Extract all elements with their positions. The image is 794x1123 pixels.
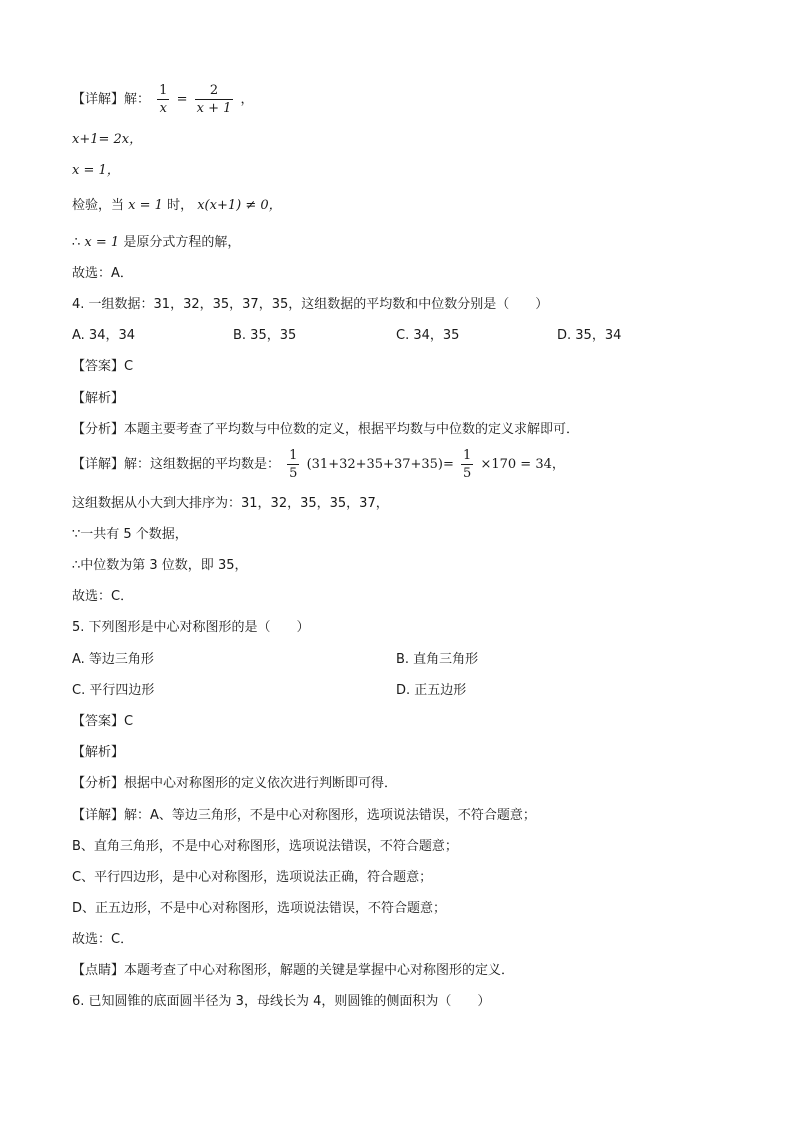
q5-option-d: D. 正五边形 (396, 683, 467, 698)
q3-eq3: x = 1， (72, 163, 120, 178)
q5-stem: 5. 下列图形是中心对称图形的是（ ） (72, 620, 310, 635)
q5-detail-b: B、直角三角形，不是中心对称图形，选项说法错误，不符合题意； (72, 839, 458, 854)
q4-analysis-label: 【解析】 (72, 391, 125, 406)
q5-option-b: B. 直角三角形 (396, 652, 479, 667)
q4-option-c: C. 34，35 (396, 328, 460, 343)
q4-option-d: D. 35，34 (557, 328, 622, 343)
q3-eq2: x+1= 2x， (72, 132, 143, 147)
q5-option-a: A. 等边三角形 (72, 652, 154, 667)
fraction-one-fifth-a: $\frac{1}{5}$ (289, 448, 298, 481)
q4-option-b: B. 35，35 (233, 328, 297, 343)
q5-detail-c: C、平行四边形，是中心对称图形，选项说法正确，符合题意； (72, 870, 433, 885)
q5-option-c: C. 平行四边形 (72, 683, 155, 698)
q6-stem: 6. 已知圆锥的底面圆半径为 3，母线长为 4，则圆锥的侧面积为（ ） (72, 994, 491, 1009)
q3-conclusion-line: ∴ x = 1 是原分式方程的解， (72, 235, 241, 250)
detail-label: 【详解】解： (72, 92, 151, 107)
q5-dianjing: 【点睛】本题考查了中心对称图形，解题的关键是掌握中心对称图形的定义． (72, 963, 515, 978)
q4-detail-line: 【详解】解：这组数据的平均数是： $\frac{1}{5}$ (31+32+35+37+35)= $\frac{1}{5}$ ×170 = 34， (72, 448, 565, 481)
q5-fenxi: 【分析】根据中心对称图形的定义依次进行判断即可得． (72, 776, 398, 791)
q4-sorted: 这组数据从小大到大排序为：31，32，35，35，37， (72, 496, 389, 511)
q3-check-line: 检验，当 x = 1 时， x(x+1) ≠ 0， (72, 198, 282, 213)
q4-fenxi: 【分析】本题主要考查了平均数与中位数的定义，根据平均数与中位数的定义求解即可． (72, 422, 580, 437)
q5-detail-a: 【详解】解：A、等边三角形，不是中心对称图形，选项说法错误，不符合题意； (72, 808, 536, 823)
q5-detail-d: D、正五边形，不是中心对称图形，选项说法错误，不符合题意； (72, 901, 447, 916)
q4-choice: 故选：C． (72, 589, 134, 604)
fraction-1-over-x: $\frac{1}{x}$ (159, 83, 168, 116)
q3-choice: 故选：A． (72, 266, 133, 281)
q5-choice: 故选：C． (72, 932, 134, 947)
q4-option-a: A. 34，34 (72, 328, 136, 343)
fraction-2-over-x-plus-1: $\frac{2}{x + 1}$ (196, 83, 232, 116)
q5-answer: 【答案】C (72, 714, 134, 729)
q4-median: ∴中位数为第 3 位数，即 35， (72, 558, 248, 573)
q3-detail-line: 【详解】解： $\frac{1}{x}$ = $\frac{2}{x + 1}$ ， (72, 83, 254, 116)
q4-answer: 【答案】C (72, 359, 134, 374)
q4-count: ∵一共有 5 个数据， (72, 527, 188, 542)
q5-analysis-label: 【解析】 (72, 745, 125, 760)
fraction-one-fifth-b: $\frac{1}{5}$ (463, 448, 472, 481)
q4-stem: 4. 一组数据：31，32，35，37，35，这组数据的平均数和中位数分别是（ ） (72, 297, 549, 312)
